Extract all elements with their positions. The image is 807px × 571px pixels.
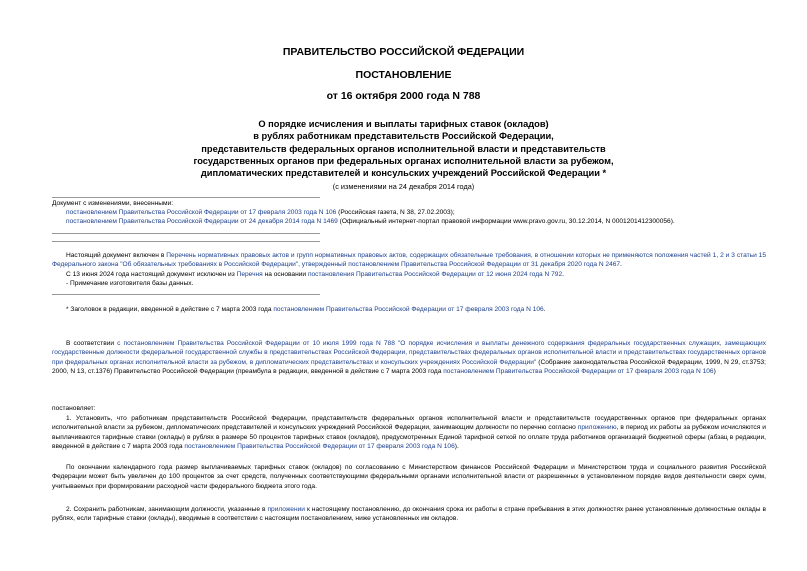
amendment-link[interactable]: постановлением Правительства Российской Федерации от 24 декабря 2014 года N 1469 [66,218,338,226]
changes-block [52,199,772,227]
item-1-text: , в период их работы за рубежом исчисляются и выплачиваются тарифные ставки (оклады) в рублях в размере 50 процентов тарифных ставок (окладов), предусмотренных Единой тарифной сеткой по оплате труда работников организаций бюджетной сферы (абзац в редакции, введенной в действие с 7 марта 2003 года [52,424,766,450]
item-1-p2-text: По окончании календарного года размер выплачиваемых тарифных ставок (окладов) по согласованию с Министерством финансов Российской Федерации и Министерством труда и социального развития Российской Федерации может быть увеличен до 100 процентов за счет средств, полученных соответствующими федеральными органами исполнительной власти от разрешенных в установленном порядке видов деятельности сверх сумм, учитываемых при формировании расходной части федерального бюджета этого года. [52,464,766,490]
inclusion-note [52,251,766,288]
title-line: представительств федеральных органов исполнительной власти и представительств [201,143,606,154]
divider [52,197,320,198]
footnote-text: . [543,306,546,313]
preamble-text: В соответствии [66,340,118,347]
exclusion-text: . [562,270,564,278]
appendix-link[interactable]: приложению [577,424,617,432]
item-2-text: к настоящему постановлению, до окончания срока их работы в стране пребывания в этих должностях ранее установленные должностные оклады в рублях, если тарифные ставки (оклады), вводимые в соответствии с настоящим постановлением, ниже установленных им окладов. [52,506,766,523]
amendment-source: (Российская газета, N 38, 27.02.2003); [336,209,455,217]
exclusion-decree-link[interactable]: постановления Правительства Российской Федерации от 12 июня 2024 года N 792 [307,270,563,278]
footnote-link[interactable]: постановлением Правительства Российской Федерации от 17 февраля 2003 года N 106 [273,306,544,313]
item-1-amendment-link[interactable]: постановлением Правительства Российской Федерации от 17 февраля 2003 года N 106 [184,442,455,450]
amendment-link[interactable]: постановлением Правительства Российской Федерации от 17 февраля 2003 года N 106 [66,209,337,217]
item-1 [52,414,766,451]
document-date-number: от 16 октября 2000 года N 788 [326,90,481,102]
document-type: ПОСТАНОВЛЕНИЕ [355,69,452,81]
exclusion-text: С 13 июня 2024 года настоящий документ исключен из [66,270,237,278]
exclusion-text: на основании [262,270,308,278]
footnote-text: * Заголовок в редакции, введенной в действие с 7 марта 2003 года [66,306,274,313]
inclusion-text: Настоящий документ включен в [66,252,167,259]
preamble [52,339,766,376]
government-name: ПРАВИТЕЛЬСТВО РОССИЙСКОЙ ФЕДЕРАЦИИ [282,46,525,58]
changes-heading: Документ с изменениями, внесенными: [52,200,174,207]
item-1-paragraph-2 [52,463,766,491]
preamble-text: (Собрание законодательства Российской Федерации, 1999, N 29, ст.3753; 2000, N 13, ст.1376) Правительство Российской Федерации (преамбула в редакции, введенной в действие с 7 марта 2003 года [52,358,766,375]
item-2-text: 2. Сохранить работникам, занимающим должности, указанные в [66,506,268,513]
amendment-source: (Официальный интернет-портал правовой информации www.pravo.gov.ru, 30.12.2014, N 0001201412300056). [337,218,675,226]
footnote [52,305,766,314]
title-line: в рублях работникам представительств Российской Федерации, [253,131,554,142]
title-line: О порядке исчисления и выплаты тарифных ставок (окладов) [258,119,549,129]
document-title [0,118,807,179]
item-1-text: ). [454,442,459,450]
title-line: государственных органов при федеральных органах исполнительной власти за рубежом, [193,155,614,166]
divider [52,294,320,295]
appendix-link[interactable]: приложении [267,506,305,513]
divider [52,233,320,234]
title-line: дипломатических представителей и консульских учреждений Российской Федерации * [200,168,607,179]
item-2 [52,505,766,524]
amendment-note: (с изменениями на 24 декабря 2014 года) [332,182,475,191]
resolves-label: постановляет: [52,405,96,412]
database-note: - Примечание изготовителя базы данных. [66,279,194,287]
preamble-amendment-link[interactable]: постановлением Правительства Российской Федерации от 17 февраля 2003 года N 106 [443,367,714,375]
list-link[interactable]: Перечня [236,270,263,278]
preamble-decree-link[interactable]: с постановлением Правительства Российской Федерации от 10 июля 1999 года N 788 "О порядке исчисления и выплаты денежного содержания федеральных государственных служащих, замещающих государственные должности федеральной государственной службы в представительствах Российской Федерации, представительствах федеральных органов исполнительной власти и представительствах государственных органов при федеральных органах исполнительной власти за рубежом, в дипломатических представительствах и консульских учреждениях Российской Федерации" [52,340,767,366]
preamble-text: ) [713,367,716,375]
divider [52,241,320,242]
inclusion-list-link[interactable]: Перечень нормативных правовых актов и групп нормативных правовых актов, содержащих обязательные требования, в отношении которых не применяются положения частей 1, 2 и 3 статьи 15 Федерального закона "Об обязательных требованиях в Российской Федерации", утвержденный постановлением Правительства Российской Федерации от 31 декабря 2020 года N 2467 [52,252,767,269]
item-1-text: 1. Установить, что работникам представительств Российской Федерации, представительств федеральных органов исполнительной власти и представительств государственных органов при федеральных органах исполнительной власти за рубежом, дипломатических представителей и консульских учреждений Российской Федерации, занимающим должности по перечню согласно [52,415,766,432]
inclusion-text: . [620,261,622,269]
